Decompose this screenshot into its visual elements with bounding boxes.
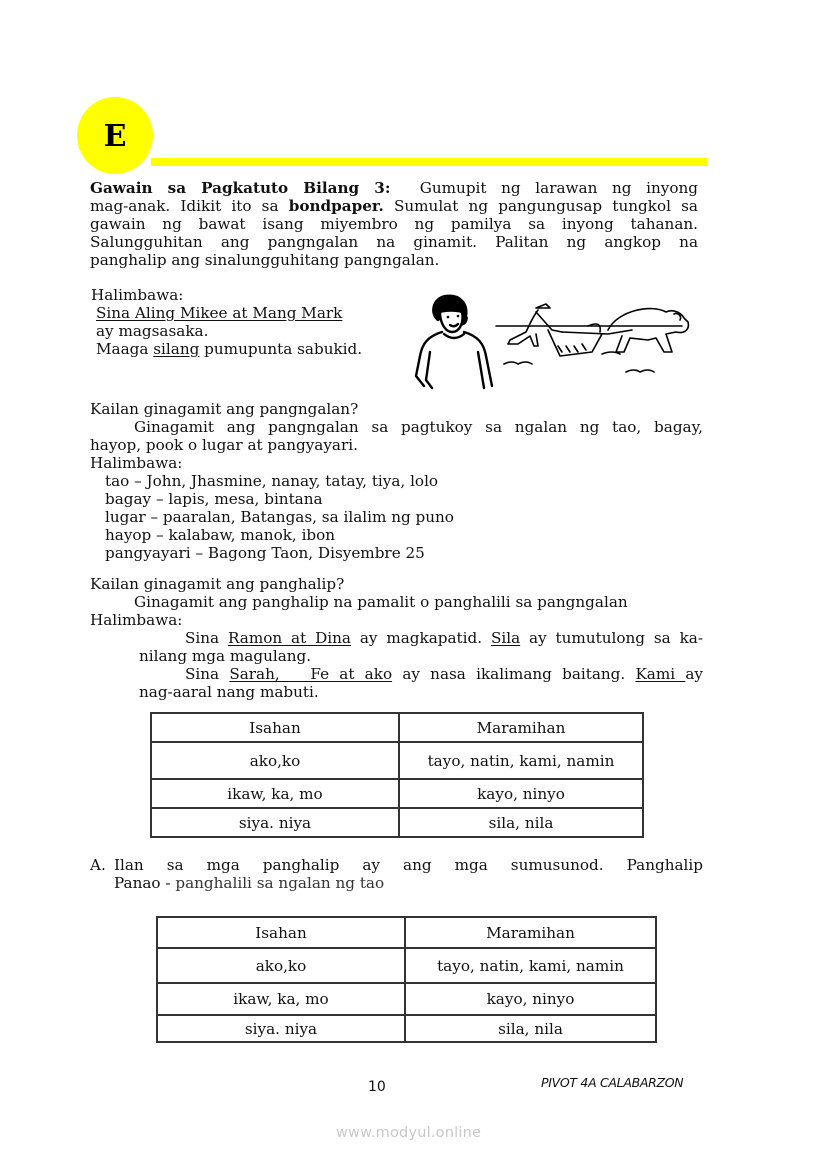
table-row: ako,ko tayo, natin, kami, namin (157, 948, 656, 983)
footer-brand: PIVOT 4A CALABARZON (541, 1075, 684, 1090)
table-header-row (157, 917, 656, 948)
section-divider-bar (151, 158, 708, 166)
section-letter: E (103, 119, 127, 154)
pangngalan-section: Kailan ginagamit ang pangngalan? Ginagamit ang pangngalan sa pagtukoy sa ngalan ng tao, bagay, hayop, pook o lugar at pangyayari. Halimbawa: tao – John, Jhasmine, nanay, tatay, tiya, lolo bagay – lapis, mesa, bintana lugar – paaralan, Batangas, sa ilalim ng puno hayop – kalabaw, manok, ibon pangyayari – Bagong Taon, Disyembre 25 (90, 400, 703, 562)
activity-title: Gawain sa Pagkatuto Bilang 3: (90, 179, 391, 197)
family-work-illustration (412, 290, 697, 390)
pronoun-table-1 (150, 712, 644, 838)
item-marker: A. (90, 856, 106, 874)
underlined-noun: Sina Aling Mikee at Mang Mark (96, 304, 343, 322)
activity-instructions: Gawain sa Pagkatuto Bilang 3: Gumupit ng larawan ng inyong mag-anak. Idikit ito sa bondpaper. Sumulat ng pangungusap tungkol sa gawain ng bawat isang miyembro ng pamilya sa inyong tahanan. Salungguhitan ang pangngalan na ginamit. Palitan ng angkop na panghalip ang sinalungguhitang pangngalan. (90, 179, 699, 269)
pangngalan-examples-list (90, 472, 703, 562)
list-item: pangyayari – Bagong Taon, Disyembre 25 (105, 544, 425, 562)
list-item: hayop – kalabaw, manok, ibon (105, 526, 336, 544)
farmer-carabao-icon (496, 304, 688, 372)
column-header: Maramihan (405, 917, 656, 948)
table-row: ikaw, ka, mo kayo, ninyo (151, 779, 643, 808)
list-item: bagay – lapis, mesa, bintana (105, 490, 323, 508)
item-a: A. Ilan sa mga panghalip ay ang mga sumusunod. Panghalip Panao - panghalili sa ngalan ng tao (90, 856, 703, 892)
pangngalan-question: Kailan ginagamit ang pangngalan? (90, 400, 359, 418)
table-row: siya. niya sila, nila (157, 1015, 656, 1042)
example1-block: Halimbawa: Sina Aling Mikee at Mang Mark ay magsasaka. Maaga silang pumupunta sabukid. (91, 286, 401, 358)
bondpaper-emphasis: bondpaper. (288, 197, 384, 215)
table-row: siya. niya sila, nila (151, 808, 643, 837)
panghalip-question: Kailan ginagamit ang panghalip? (90, 575, 345, 593)
watermark: www.modyul.online (336, 1125, 482, 1141)
woman-icon (416, 296, 492, 388)
column-header: Isahan (157, 917, 405, 948)
table-header-row (151, 713, 643, 742)
example1-label: Halimbawa: (91, 286, 184, 304)
column-header: Isahan (151, 713, 399, 742)
page-number: 10 (368, 1079, 386, 1095)
table-row: ikaw, ka, mo kayo, ninyo (157, 983, 656, 1015)
pronoun-table-2 (156, 916, 657, 1043)
list-item: tao – John, Jhasmine, nanay, tatay, tiya, lolo (105, 472, 439, 490)
list-item: lugar – paaralan, Batangas, sa ilalim ng puno (105, 508, 454, 526)
section-badge (77, 97, 153, 174)
underlined-pronoun: silang (153, 340, 200, 358)
table-row: ako,ko tayo, natin, kami, namin (151, 742, 643, 779)
panghalip-section: Kailan ginagamit ang panghalip? Ginagamit ang panghalip na pamalit o panghalili sa pangngalan Halimbawa: Sina Ramon at Dina ay magkapatid. Sila ay tumutulong sa ka- nilang mga magulang. Sina Sarah, Fe at ako ay nasa ikalimang baitang. Kami ay nag-aaral nang mabuti. (90, 575, 703, 701)
column-header: Maramihan (399, 713, 643, 742)
